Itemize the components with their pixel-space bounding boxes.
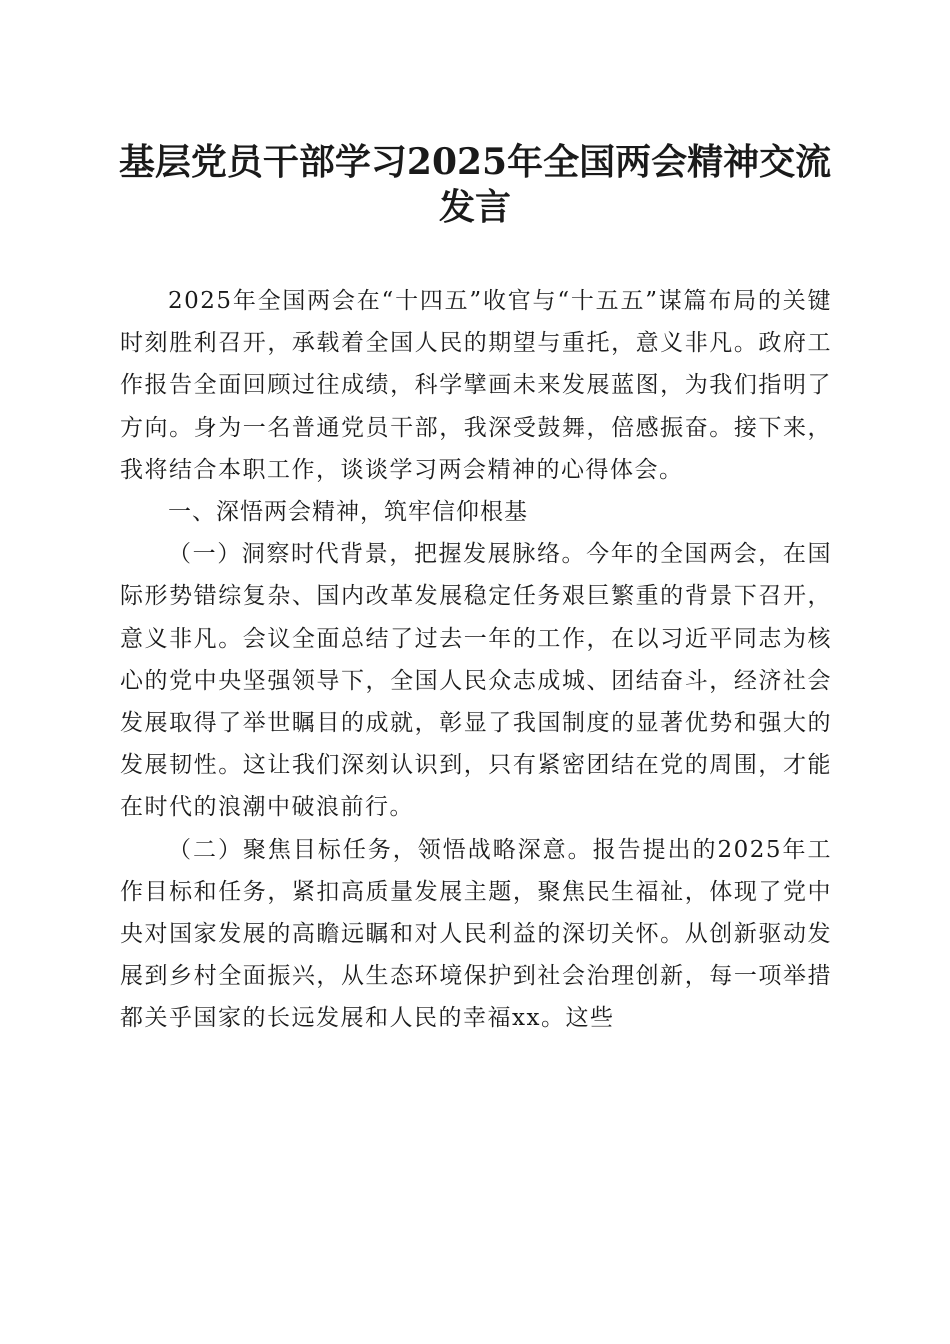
document-title-line1: 基层党员干部学习2025年全国两会精神交流 — [118, 141, 832, 183]
subsection-paragraph-1: （一）洞察时代背景，把握发展脉络。今年的全国两会，在国际形势错综复杂、国内改革发展稳定任务艰巨繁重的背景下召开，意义非凡。会议全面总结了过去一年的工作，在以习近平同志为核心的党中央坚强领导下，全国人民众志成城、团结奋斗，经济社会发展取得了举世瞩目的成就，彰显了我国制度的显著优势和强大的发展韧性。这让我们深刻认识到，只有紧密团结在党的周围，才能在时代的浪潮中破浪前行。 — [120, 541, 832, 821]
section-heading-1: 一、深悟两会精神，筑牢信仰根基 — [168, 499, 528, 526]
intro-paragraph: 2025年全国两会在“十四五”收官与“十五五”谋篇布局的关键时刻胜利召开，承载着全国人民的期望与重托，意义非凡。政府工作报告全面回顾过往成绩，科学擘画未来发展蓝图，为我们指明了方向。身为一名普通党员干部，我深受鼓舞，倍感振奋。接下来，我将结合本职工作，谈谈学习两会精神的心得体会。 — [120, 288, 832, 483]
document-body — [120, 280, 832, 1040]
subsection-paragraph-2: （二）聚焦目标任务，领悟战略深意。报告提出的2025年工作目标和任务，紧扣高质量发展主题，聚焦民生福祉，体现了党中央对国家发展的高瞻远瞩和对人民利益的深切关怀。从创新驱动发展到乡村全面振兴，从生态环境保护到社会治理创新，每一项举措都关乎国家的长远发展和人民的幸福xx。这些 — [120, 836, 832, 1032]
document-title-line2: 发言 — [438, 186, 511, 228]
